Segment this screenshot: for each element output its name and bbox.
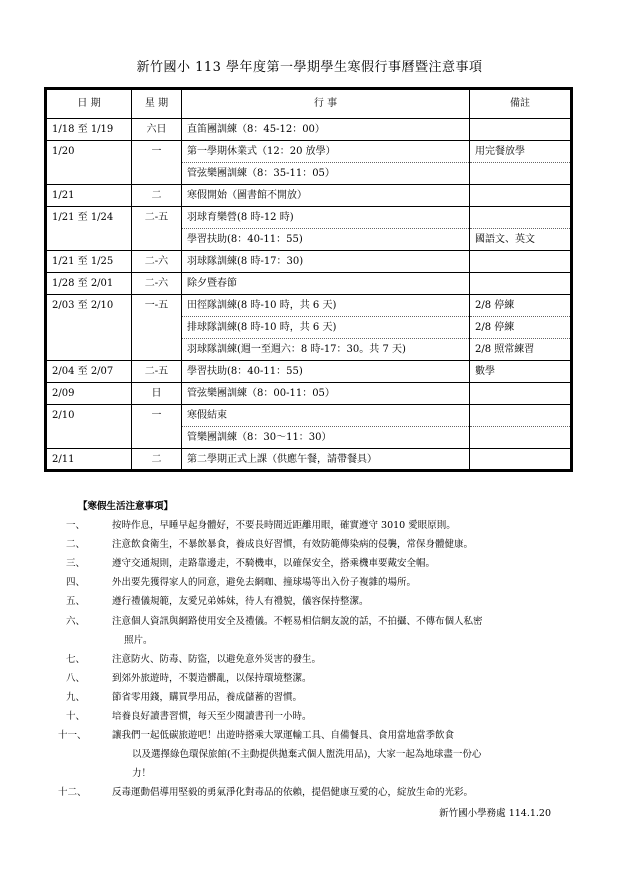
note-number: 十二、 bbox=[58, 787, 87, 799]
note-number: 二、 bbox=[66, 539, 86, 551]
table-row bbox=[46, 273, 572, 295]
note-text: 培養良好讀書習慣，每天至少閱讀書刊一小時。 bbox=[112, 711, 312, 723]
cell-remark bbox=[470, 251, 572, 273]
cell-event: 羽球隊訓練(8 時-17：30) bbox=[182, 251, 470, 273]
note-item bbox=[66, 573, 568, 592]
cell-event: 除夕暨春節 bbox=[182, 273, 470, 295]
header-remark: 備註 bbox=[470, 89, 572, 119]
cell-event: 田徑隊訓練(8 時-10 時，共 6 天) bbox=[182, 295, 470, 317]
note-item bbox=[66, 669, 568, 688]
cell-weekday: 二 bbox=[132, 449, 182, 471]
cell-event: 管弦樂團訓練（8：35-11：05） bbox=[182, 163, 470, 185]
notes-heading: 【寒假生活注意事項】 bbox=[78, 501, 174, 512]
cell-date bbox=[46, 317, 132, 339]
cell-date bbox=[46, 163, 132, 185]
table-row bbox=[46, 405, 572, 427]
note-text: 按時作息，早睡早起身體好，不要長時間近距離用眼，確實遵守 3010 愛眼原則。 bbox=[112, 520, 456, 532]
cell-event: 羽球隊訓練(週一至週六：8 時-17：30。共 7 天) bbox=[182, 339, 470, 361]
note-text: 以及選擇綠色環保旅館(不主動提供拋棄式個人盥洗用品)，大家一起為地球盡一份心 bbox=[132, 749, 482, 761]
note-number: 五、 bbox=[66, 596, 86, 608]
cell-weekday: 二 bbox=[132, 185, 182, 207]
cell-event: 排球隊訓練(8 時-10 時，共 6 天) bbox=[182, 317, 470, 339]
cell-weekday bbox=[132, 163, 182, 185]
cell-event: 學習扶助(8：40-11：55) bbox=[182, 229, 470, 251]
signature: 新竹國小學務處 114.1.20 bbox=[439, 808, 551, 819]
cell-event: 寒假結束 bbox=[182, 405, 470, 427]
note-number: 四、 bbox=[66, 577, 86, 589]
cell-remark bbox=[470, 449, 572, 471]
note-number: 三、 bbox=[66, 558, 86, 570]
cell-remark bbox=[470, 207, 572, 229]
cell-remark bbox=[470, 185, 572, 207]
cell-weekday bbox=[132, 339, 182, 361]
note-item bbox=[66, 707, 568, 726]
note-item bbox=[66, 650, 568, 669]
note-text: 注意飲食衛生，不暴飲暴食，養成良好習慣，有效防範傳染病的侵襲，常保身體健康。 bbox=[112, 539, 474, 551]
cell-event: 第一學期休業式（12：20 放學） bbox=[182, 141, 470, 163]
header-event: 行 事 bbox=[182, 89, 470, 119]
cell-date: 2/04 至 2/07 bbox=[46, 361, 132, 383]
note-text: 節省零用錢，購買學用品，養成儲蓄的習慣。 bbox=[112, 691, 303, 703]
cell-date bbox=[46, 339, 132, 361]
schedule-table bbox=[44, 87, 573, 472]
cell-remark: 國語文、英文 bbox=[470, 229, 572, 251]
note-item bbox=[58, 783, 568, 802]
cell-weekday: 二-五 bbox=[132, 207, 182, 229]
note-item bbox=[66, 688, 568, 707]
cell-weekday: 二-六 bbox=[132, 273, 182, 295]
note-item bbox=[66, 554, 568, 573]
note-number: 七、 bbox=[66, 653, 86, 665]
notes-section bbox=[58, 497, 568, 803]
header-weekday: 星 期 bbox=[132, 89, 182, 119]
note-number: 六、 bbox=[66, 615, 86, 627]
cell-weekday: 一 bbox=[132, 405, 182, 427]
note-text: 外出要先獲得家人的同意，避免去網咖、撞球場等出入份子複雜的場所。 bbox=[112, 577, 417, 589]
cell-remark bbox=[470, 273, 572, 295]
cell-weekday: 日 bbox=[132, 383, 182, 405]
note-text: 注意防火、防毒、防盜，以避免意外災害的發生。 bbox=[112, 653, 322, 665]
note-item bbox=[66, 612, 568, 650]
table-row bbox=[46, 295, 572, 317]
cell-weekday bbox=[132, 229, 182, 251]
cell-date: 2/11 bbox=[46, 449, 132, 471]
cell-date: 1/18 至 1/19 bbox=[46, 119, 132, 141]
note-item bbox=[58, 726, 568, 783]
cell-remark bbox=[470, 427, 572, 449]
table-row bbox=[46, 119, 572, 141]
cell-date bbox=[46, 427, 132, 449]
note-number: 十、 bbox=[66, 711, 86, 723]
cell-date: 2/10 bbox=[46, 405, 132, 427]
note-item bbox=[66, 592, 568, 611]
note-text: 力！ bbox=[132, 768, 152, 780]
note-text: 遵守交通規則，走路靠邊走，不騎機車，以確保安全，搭乘機車要戴安全帽。 bbox=[112, 558, 436, 570]
cell-weekday: 二-六 bbox=[132, 251, 182, 273]
table-row bbox=[46, 361, 572, 383]
cell-date: 1/20 bbox=[46, 141, 132, 163]
cell-remark bbox=[470, 405, 572, 427]
cell-remark: 2/8 停練 bbox=[470, 317, 572, 339]
table-row bbox=[46, 317, 572, 339]
cell-weekday: 一 bbox=[132, 141, 182, 163]
cell-date: 1/21 bbox=[46, 185, 132, 207]
cell-remark: 用完餐放學 bbox=[470, 141, 572, 163]
cell-event: 直笛團訓練（8：45-12：00） bbox=[182, 119, 470, 141]
cell-remark bbox=[470, 119, 572, 141]
table-row bbox=[46, 339, 572, 361]
cell-date: 2/03 至 2/10 bbox=[46, 295, 132, 317]
cell-date: 1/21 至 1/24 bbox=[46, 207, 132, 229]
table-header-row bbox=[46, 89, 572, 119]
cell-remark: 2/8 停練 bbox=[470, 295, 572, 317]
cell-event: 寒假開始（圖書館不開放） bbox=[182, 185, 470, 207]
cell-remark: 2/8 照常練習 bbox=[470, 339, 572, 361]
cell-weekday: 二-五 bbox=[132, 361, 182, 383]
cell-event: 管弦樂團訓練（8：00-11：05） bbox=[182, 383, 470, 405]
table-row bbox=[46, 449, 572, 471]
note-number: 八、 bbox=[66, 672, 86, 684]
cell-weekday: 一-五 bbox=[132, 295, 182, 317]
cell-date: 2/09 bbox=[46, 383, 132, 405]
header-date: 日 期 bbox=[46, 89, 132, 119]
cell-event: 羽球育樂營(8 時-12 時) bbox=[182, 207, 470, 229]
table-row bbox=[46, 141, 572, 163]
cell-date: 1/21 至 1/25 bbox=[46, 251, 132, 273]
page-title: 新竹國小 113 學年度第一學期學生寒假行事曆暨注意事項 bbox=[136, 60, 483, 75]
table-row bbox=[46, 185, 572, 207]
note-number: 十一、 bbox=[58, 730, 87, 742]
table-row bbox=[46, 163, 572, 185]
cell-weekday bbox=[132, 317, 182, 339]
cell-remark bbox=[470, 163, 572, 185]
cell-weekday bbox=[132, 427, 182, 449]
cell-event: 學習扶助(8：40-11：55) bbox=[182, 361, 470, 383]
note-number: 九、 bbox=[66, 691, 86, 703]
cell-remark: 數學 bbox=[470, 361, 572, 383]
table-row bbox=[46, 383, 572, 405]
note-item bbox=[66, 535, 568, 554]
cell-date bbox=[46, 229, 132, 251]
table-row bbox=[46, 229, 572, 251]
table-row bbox=[46, 251, 572, 273]
note-text: 照片。 bbox=[124, 634, 153, 646]
cell-event: 第二學期正式上課（供應午餐，請帶餐具） bbox=[182, 449, 470, 471]
note-number: 一、 bbox=[66, 520, 86, 532]
cell-date: 1/28 至 2/01 bbox=[46, 273, 132, 295]
cell-remark bbox=[470, 383, 572, 405]
note-item bbox=[66, 516, 568, 535]
table-row bbox=[46, 207, 572, 229]
cell-weekday: 六日 bbox=[132, 119, 182, 141]
note-text: 注意個人資訊與網路使用安全及禮儀。不輕易相信網友說的話，不拍攝、不傳布個人私密 bbox=[112, 615, 483, 627]
note-text: 反毒運動倡導用堅毅的勇氣淨化對毒品的依賴，提倡健康互愛的心，綻放生命的光彩。 bbox=[112, 787, 474, 799]
cell-event: 管樂團訓練（8：30～11：30） bbox=[182, 427, 470, 449]
table-row bbox=[46, 427, 572, 449]
note-text: 遵行禮儀規範，友愛兄弟姊妹，待人有禮貌，儀容保持整潔。 bbox=[112, 596, 369, 608]
note-text: 到郊外旅遊時，不製造髒亂，以保持環境整潔。 bbox=[112, 672, 312, 684]
note-text: 讓我們一起低碳旅遊吧！出遊時搭乘大眾運輸工具、自備餐具、食用當地當季飲食 bbox=[112, 730, 455, 742]
